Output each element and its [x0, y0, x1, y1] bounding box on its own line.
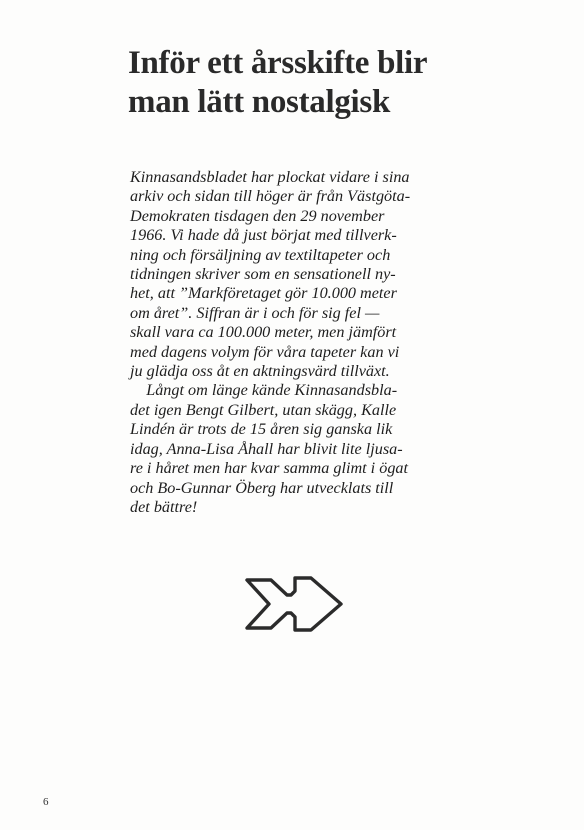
headline-line-1: Inför ett årsskifte blir — [128, 45, 428, 81]
article-line: det igen Bengt Gilbert, utan skägg, Kalle — [130, 400, 397, 419]
headline — [128, 44, 468, 122]
article-line: med dagens volym för våra tapeter kan vi — [130, 342, 400, 361]
article-line: idag, Anna-Lisa Åhall har blivit lite ljusa- — [130, 439, 403, 458]
article-line: arkiv och sidan till höger är från Västgöta- — [130, 187, 411, 206]
article-line: 1966. Vi hade då just börjat med tillverk- — [130, 226, 397, 245]
article-line: och Bo-Gunnar Öberg har utvecklats till — [130, 478, 394, 497]
article-line: het, att ”Markföretaget gör 10.000 meter — [130, 284, 397, 303]
article-line: re i håret men har kvar samma glimt i ögat — [130, 459, 409, 478]
article-line: Demokraten tisdagen den 29 november — [130, 206, 385, 225]
article-line: Lindén är trots de 15 åren sig ganska lik — [130, 420, 393, 439]
article-line: ning och försäljning av textiltapeter och — [130, 245, 391, 264]
article-line: om året”. Siffran är i och för sig fel — — [130, 303, 380, 322]
article-line: skall vara ca 100.000 meter, men jämfört — [130, 323, 397, 342]
article-line: det bättre! — [130, 497, 198, 516]
article-line: Kinnasandsbladet har plockat vidare i sina — [130, 168, 410, 186]
page-number: 6 — [43, 796, 49, 808]
article-line: ju glädja oss åt en aktningsvärd tillväxt. — [130, 362, 390, 381]
article-body — [130, 168, 452, 517]
outlined-arrow-right-icon — [243, 568, 351, 638]
headline-line-2: man lätt nostalgisk — [128, 84, 391, 120]
article-line: Långt om länge kände Kinnasandsbla- — [130, 381, 398, 400]
article-line: tidningen skriver som en sensationell ny- — [130, 265, 396, 284]
